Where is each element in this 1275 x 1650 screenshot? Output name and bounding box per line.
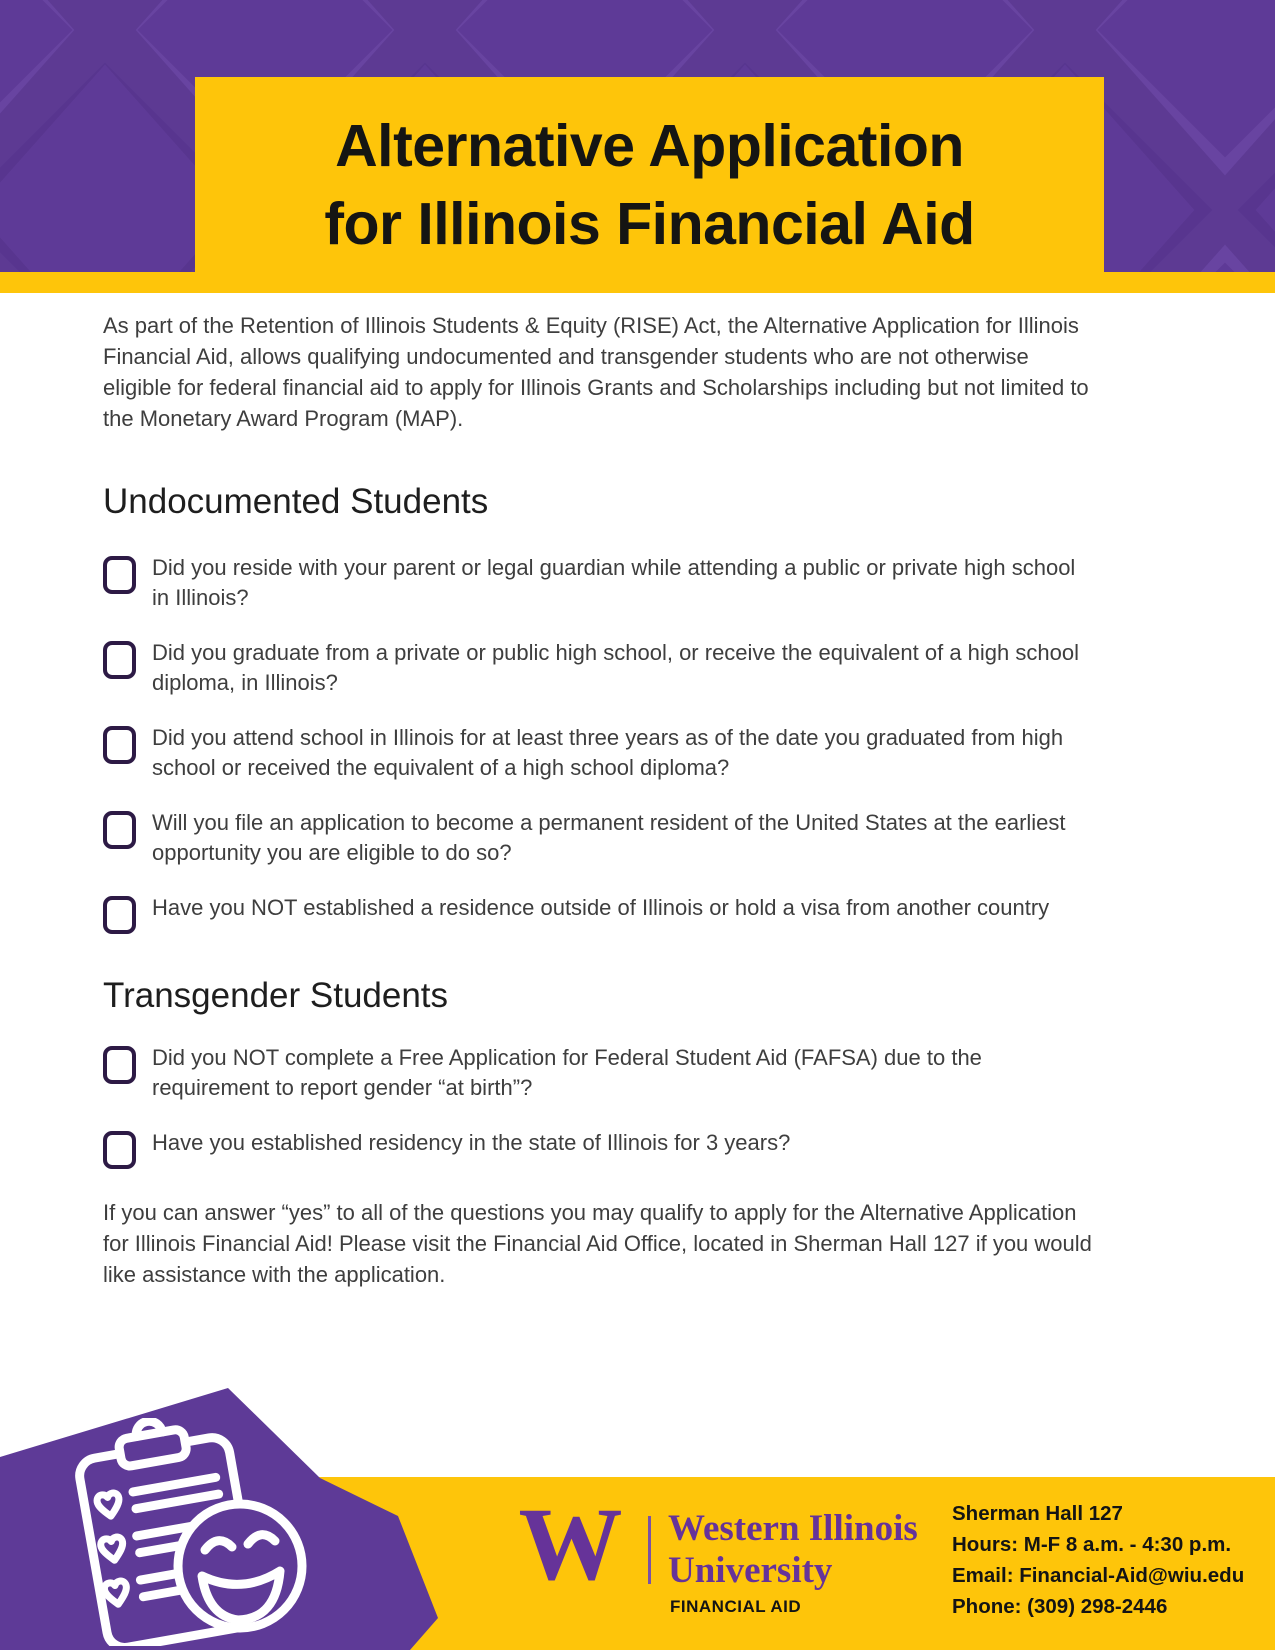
contact-email[interactable]: Email: Financial-Aid@wiu.edu <box>952 1564 1245 1587</box>
checklist-item-text: Have you established residency in the state of Illinois for 3 years? <box>152 1130 791 1155</box>
checklist-item <box>103 553 1113 613</box>
undocumented-checklist <box>103 553 1113 934</box>
checklist-item <box>103 893 1113 934</box>
main-content <box>103 293 1113 1290</box>
contact-block <box>952 1498 1244 1622</box>
checklist-item-text: Did you graduate from a private or public high school, or receive the equivalent of a high school diploma, in Illinois? <box>152 640 1079 695</box>
checkbox-icon[interactable] <box>103 1131 136 1169</box>
checklist-item-text: Did you NOT complete a Free Application for Federal Student Aid (FAFSA) due to the requirement to report gender “at birth”? <box>152 1045 982 1100</box>
intro-paragraph: As part of the Retention of Illinois Students & Equity (RISE) Act, the Alternative Application for Illinois Financial Aid, allows qualifying undocumented and transgender students who are not otherwise eligible for federal financial aid to apply for Illinois Grants and Scholarships including but not limited to the Monetary Award Program (MAP). <box>103 313 1089 431</box>
checkbox-icon[interactable] <box>103 726 136 764</box>
checkbox-icon[interactable] <box>103 556 136 594</box>
page-title-line-2: for Illinois Financial Aid <box>324 191 975 257</box>
university-name <box>668 1508 918 1592</box>
checklist-item-text: Have you NOT established a residence outside of Illinois or hold a visa from another country <box>152 895 1050 920</box>
checklist-item <box>103 1043 1113 1103</box>
checklist-item <box>103 723 1113 783</box>
logo-divider <box>648 1516 651 1584</box>
clipboard-smiley-icon <box>52 1418 327 1646</box>
checklist-item <box>103 638 1113 698</box>
university-name-line-2: University <box>668 1550 833 1591</box>
checklist-item <box>103 808 1113 868</box>
checklist-item-text: Did you reside with your parent or legal guardian while attending a public or private high school in Illinois? <box>152 555 1076 610</box>
checkbox-icon[interactable] <box>103 811 136 849</box>
section-heading-transgender: Transgender Students <box>103 976 449 1015</box>
checklist-item-text: Will you file an application to become a permanent resident of the United States at the earliest opportunity you are eligible to do so? <box>152 810 1066 865</box>
university-name-line-1: Western Illinois <box>668 1508 918 1549</box>
contact-hours: Hours: M-F 8 a.m. - 4:30 p.m. <box>952 1533 1232 1556</box>
department-label: FINANCIAL AID <box>670 1597 802 1616</box>
wiu-logo-w: W <box>518 1487 623 1602</box>
checkbox-icon[interactable] <box>103 1046 136 1084</box>
closing-paragraph: If you can answer “yes” to all of the questions you may qualify to apply for the Alternative Application for Illinois Financial Aid! Please visit the Financial Aid Office, located in Sherman Hall 127 if you would like assistance with the application. <box>103 1200 1092 1287</box>
checkbox-icon[interactable] <box>103 641 136 679</box>
transgender-checklist <box>103 1043 1113 1169</box>
contact-location: Sherman Hall 127 <box>952 1502 1123 1525</box>
checklist-item-text: Did you attend school in Illinois for at least three years as of the date you graduated from high school or received the equivalent of a high school diploma? <box>152 725 1064 780</box>
checklist-item <box>103 1128 1113 1169</box>
checkbox-icon[interactable] <box>103 896 136 934</box>
title-panel <box>195 77 1104 293</box>
contact-phone: Phone: (309) 298-2446 <box>952 1595 1168 1618</box>
footer-accent-shape <box>0 1380 445 1650</box>
section-heading-undocumented: Undocumented Students <box>103 482 489 521</box>
page-title-line-1: Alternative Application <box>335 113 964 179</box>
